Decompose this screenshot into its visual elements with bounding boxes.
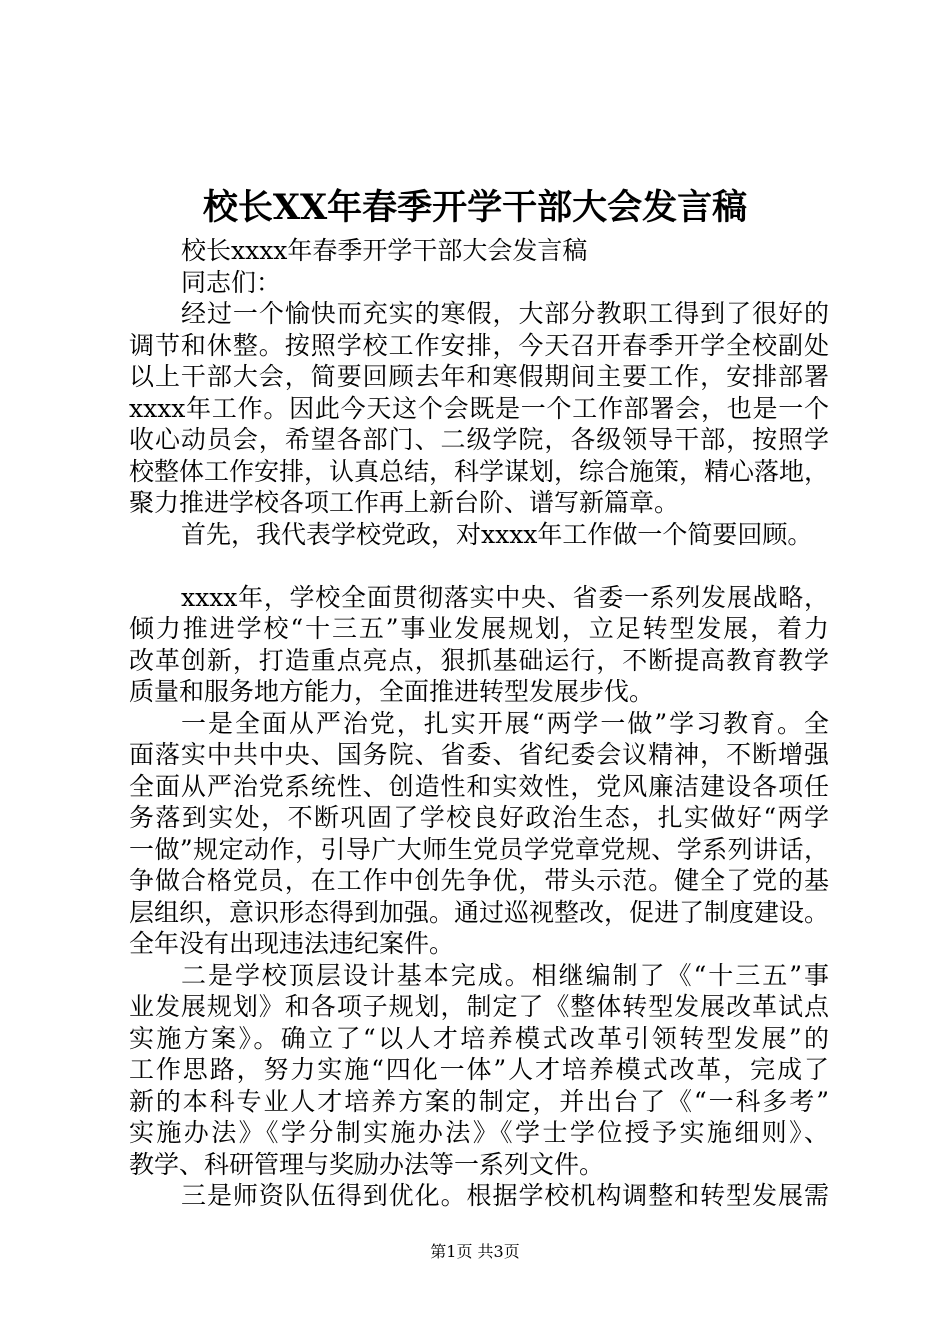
body-line: 倾力推进学校“十三五”事业发展规划，立足转型发展，着力 [129, 614, 829, 643]
document-title: 校长XX年春季开学干部大会发言稿 [202, 187, 748, 228]
body-line: 面落实中共中央、国务院、省委、省纪委会议精神，不断增强 [129, 740, 829, 769]
body-line: 三是师资队伍得到优化。根据学校机构调整和转型发展需 [181, 1181, 829, 1210]
body-line: 教学、科研管理与奖励办法等一系列文件。 [129, 1149, 605, 1179]
blank-line [129, 550, 829, 582]
body-line: 调节和休整。按照学校工作安排，今天召开春季开学全校副处 [129, 330, 829, 360]
body-line: 工作思路，努力实施“四化一体”人才培养模式改革，完成了 [129, 1055, 829, 1084]
body-line: 务落到实处，不断巩固了学校良好政治生态，扎实做好“两学 [129, 803, 829, 832]
body-line: 聚力推进学校各项工作再上新台阶、谱写新篇章。 [129, 488, 680, 517]
body-line: 争做合格党员，在工作中创先争优，带头示范。健全了党的基 [129, 866, 829, 895]
body-line: 改革创新，打造重点亮点，狠抓基础运行，不断提高教育教学 [129, 645, 829, 675]
page-footer: 第1页 共3页 [430, 1242, 520, 1261]
body-line: 新的本科专业人才培养方案的制定，并出台了《“一科多考” [129, 1086, 829, 1116]
body-line: 实施方案》。确立了“以人才培养模式改革引领转型发展”的 [129, 1023, 829, 1053]
body-line: 收心动员会，希望各部门、二级学院，各级领导干部，按照学 [129, 425, 829, 454]
body-line: 一是全面从严治党，扎实开展“两学一做”学习教育。全 [181, 708, 829, 738]
body-line: 层组织，意识形态得到加强。通过巡视整改，促进了制度建设。 [129, 897, 830, 927]
body-line: 经过一个愉快而充实的寒假，大部分教职工得到了很好的 [181, 299, 829, 328]
body-line: 校整体工作安排，认真总结，科学谋划，综合施策，精心落地， [129, 456, 830, 486]
body-line: xxxx年，学校全面贯彻落实中央、省委一系列发展战略， [181, 582, 829, 612]
body-line: 质量和服务地方能力，全面推进转型发展步伐。 [129, 677, 655, 706]
body-line: 全面从严治党系统性、创造性和实效性，党风廉洁建设各项任 [129, 771, 829, 801]
body-line: 校长xxxx年春季开学干部大会发言稿 [181, 236, 588, 265]
body-line: 实施办法》《学分制实施办法》《学士学位授予实施细则》、 [129, 1118, 829, 1147]
body-line: 以上干部大会，简要回顾去年和寒假期间主要工作，安排部署 [129, 362, 829, 391]
body-line: 全年没有出现违法违纪案件。 [129, 929, 455, 958]
body-line: xxxx年工作。因此今天这个会既是一个工作部署会，也是一个 [129, 393, 829, 423]
body-line: 二是学校顶层设计基本完成。相继编制了《“十三五”事 [181, 960, 829, 990]
document-body [129, 235, 829, 1212]
body-line: 一做”规定动作，引导广大师生党员学党章党规、学系列讲话， [129, 834, 829, 864]
body-line: 同志们： [181, 267, 282, 297]
body-line: 首先，我代表学校党政，对xxxx年工作做一个简要回顾。 [181, 519, 813, 549]
body-line: 业发展规划》和各项子规划，制定了《整体转型发展改革试点 [129, 992, 829, 1021]
